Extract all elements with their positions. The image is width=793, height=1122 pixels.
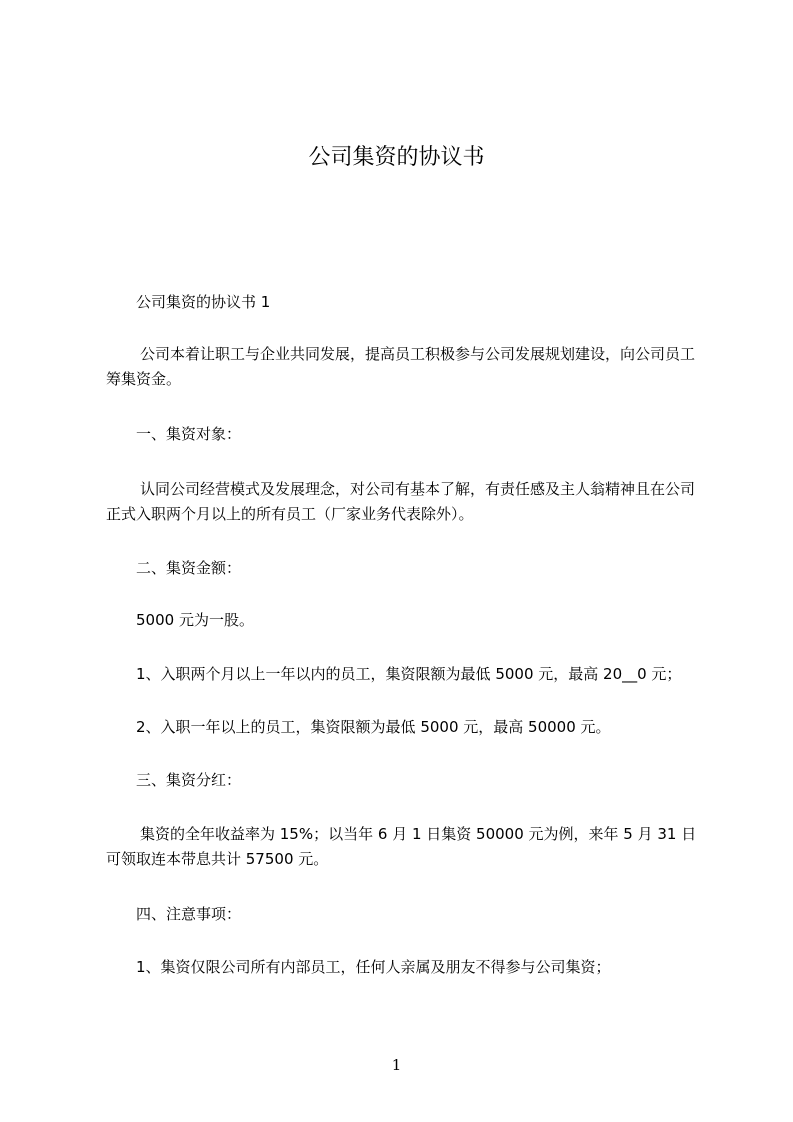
section-heading-notes: 四、注意事项： [136, 905, 242, 923]
section-heading-amount: 二、集资金额： [136, 559, 242, 577]
document-subtitle: 公司集资的协议书 1 [136, 293, 271, 311]
section-heading-dividend: 三、集资分红： [136, 771, 242, 789]
page-number: 1 [391, 1056, 402, 1074]
share-unit-paragraph: 5000 元为一股。 [136, 611, 254, 629]
notes-rule-1: 1、集资仅限公司所有内部员工，任何人亲属及朋友不得参与公司集资； [136, 958, 611, 976]
dividend-paragraph: 集资的全年收益率为 15%；以当年 6 月 1 日集资 50000 元为例，来年 5 月 31 日可领取连本带息共计 57500 元。 [106, 825, 697, 868]
amount-rule-1: 1、入职两个月以上一年以内的员工，集资限额为最低 5000 元，最高 20__0 元； [136, 665, 682, 683]
document-title: 公司集资的协议书 [308, 145, 485, 170]
amount-rule-2: 2、入职一年以上的员工，集资限额为最低 5000 元，最高 50000 元。 [136, 718, 611, 736]
participants-paragraph: 认同公司经营模式及发展理念，对公司有基本了解，有责任感及主人翁精神且在公司正式入职两个月以上的所有员工（厂家业务代表除外）。 [106, 480, 696, 523]
section-heading-participants: 一、集资对象： [136, 425, 242, 443]
intro-paragraph: 公司本着让职工与企业共同发展，提高员工积极参与公司发展规划建设，向公司员工筹集资金。 [106, 345, 696, 388]
